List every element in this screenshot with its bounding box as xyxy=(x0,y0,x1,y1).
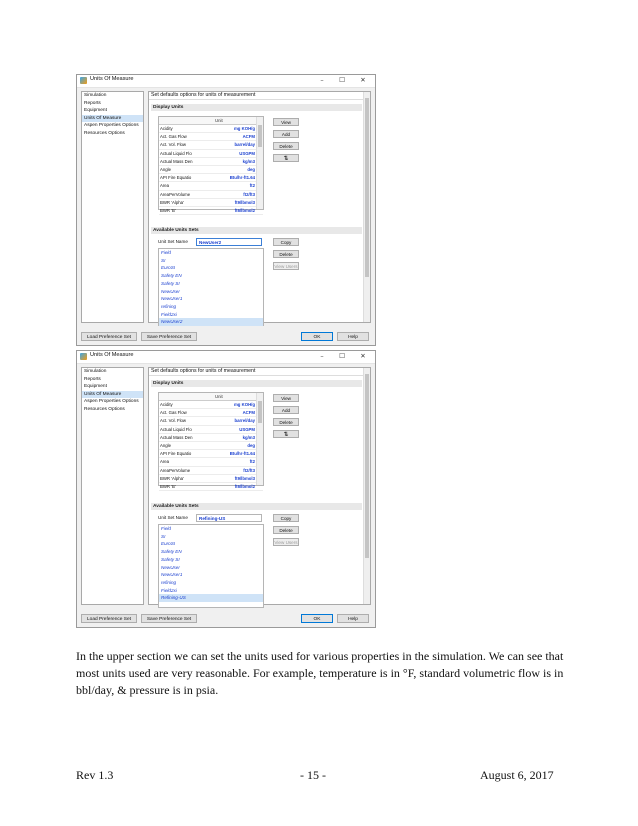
nav-item[interactable]: Units Of Measure xyxy=(82,115,143,123)
list-item[interactable]: Safety SI xyxy=(161,280,180,286)
table-scrollbar[interactable] xyxy=(256,117,263,209)
list-item[interactable]: SI xyxy=(161,257,166,263)
list-item[interactable]: Refining-US xyxy=(159,594,263,602)
nav-item[interactable]: Resources Options xyxy=(84,406,125,412)
list-item[interactable]: Safety EN xyxy=(161,549,182,555)
nav-item[interactable]: Simulation xyxy=(84,369,107,374)
unit-cell[interactable]: kg/m3 xyxy=(242,158,255,164)
table-row[interactable] xyxy=(159,467,263,475)
property-cell: Area xyxy=(160,183,170,189)
list-item[interactable]: Safety EN xyxy=(161,273,182,279)
list-item[interactable]: NewUser1 xyxy=(161,296,183,302)
property-cell: Acidity xyxy=(160,402,173,407)
unit-cell[interactable]: mg KOH/g xyxy=(233,402,255,407)
units-of-measure-dialog xyxy=(76,74,376,346)
view-unit-button[interactable]: View xyxy=(273,118,299,126)
table-row[interactable] xyxy=(159,401,263,409)
table-row[interactable] xyxy=(159,191,263,199)
save-preference-set-button[interactable]: Save Preference Set xyxy=(141,332,197,341)
unit-set-name-label: Unit Set Name xyxy=(158,239,188,244)
view-users-button[interactable]: View Users xyxy=(274,264,298,269)
table-row[interactable] xyxy=(159,141,263,149)
table-row[interactable] xyxy=(159,199,263,207)
delete-set-button[interactable]: Delete xyxy=(273,250,299,258)
panel-header: Set defaults options for units of measurement xyxy=(149,92,370,100)
table-row[interactable] xyxy=(159,458,263,466)
list-item[interactable]: EuroSI xyxy=(161,541,176,547)
panel-header: Set defaults options for units of measurement xyxy=(149,368,370,376)
unit-sets-list xyxy=(158,248,264,326)
unit-set-name-input[interactable]: Refining-US xyxy=(196,514,262,522)
property-cell: Area xyxy=(160,459,170,465)
app-icon xyxy=(80,77,87,84)
unit-column-header: Unit xyxy=(215,394,223,399)
property-cell: AreaPerVolume xyxy=(160,191,191,197)
unit-cell[interactable]: Btu/hr-ft1.64 xyxy=(229,175,255,181)
list-item[interactable]: NewUser xyxy=(161,564,180,570)
table-row[interactable] xyxy=(159,166,263,174)
delete-unit-button[interactable]: Delete xyxy=(273,142,299,150)
available-units-sets-section: Available Units Sets xyxy=(151,227,362,234)
sort-button[interactable] xyxy=(273,430,299,438)
list-item[interactable]: NewUser2 xyxy=(159,318,263,326)
list-item[interactable]: Field2xi xyxy=(161,587,177,593)
unit-cell[interactable]: ACFM xyxy=(242,134,255,140)
nav-item[interactable]: Equipment xyxy=(84,384,107,389)
property-cell: Angle xyxy=(160,442,171,448)
display-units-section: Display Units xyxy=(151,104,362,111)
list-item[interactable]: NewUser1 xyxy=(161,572,183,578)
delete-set-button[interactable]: Delete xyxy=(273,526,299,534)
display-units-table xyxy=(158,116,264,213)
nav-item[interactable]: Equipment xyxy=(84,108,107,113)
property-cell: API Fire Equatio xyxy=(160,451,192,457)
nav-item[interactable]: Aspen Properties Options xyxy=(84,123,139,128)
panel-scrollbar[interactable] xyxy=(363,92,370,322)
save-preference-set-button[interactable]: Save Preference Set xyxy=(141,614,197,623)
delete-unit-button[interactable]: Delete xyxy=(273,418,299,426)
list-item[interactable]: EuroSI xyxy=(161,265,176,271)
property-cell: Act. Vol. Flow xyxy=(160,142,187,148)
list-item[interactable]: Field xyxy=(161,250,171,255)
unit-cell[interactable]: barrel/day xyxy=(234,418,255,424)
property-cell: Actual Mass Den xyxy=(160,158,193,164)
add-unit-button[interactable]: Add xyxy=(273,130,299,138)
list-item[interactable]: Field xyxy=(161,526,171,531)
list-item[interactable]: Field2xi xyxy=(161,311,177,317)
unit-set-name-label: Unit Set Name xyxy=(158,515,188,520)
property-cell: API Fire Equatio xyxy=(160,175,192,181)
maximize-button[interactable]: ☐ xyxy=(339,76,345,84)
list-item[interactable]: Safety SI xyxy=(161,556,180,562)
table-row[interactable] xyxy=(159,409,263,417)
property-cell: Act. Gas Flow xyxy=(160,134,187,140)
table-row[interactable] xyxy=(159,417,263,425)
unit-cell[interactable]: mg KOH/g xyxy=(233,126,255,131)
add-unit-button[interactable]: Add xyxy=(273,406,299,414)
panel-scrollbar[interactable] xyxy=(363,368,370,604)
table-scrollbar[interactable] xyxy=(256,393,263,485)
table-row[interactable] xyxy=(159,483,263,491)
table-row[interactable] xyxy=(159,207,263,215)
title-bar xyxy=(77,75,375,88)
options-nav-list xyxy=(81,367,144,605)
table-row[interactable] xyxy=(159,434,263,442)
close-button[interactable]: ✕ xyxy=(360,76,366,84)
property-cell: Actual Liquid Flo xyxy=(160,426,192,432)
unit-cell[interactable]: ACFM xyxy=(242,410,255,416)
unit-cell[interactable]: ft9/lbmol3 xyxy=(234,475,255,481)
minimize-button[interactable]: – xyxy=(320,76,324,84)
nav-item[interactable]: Aspen Properties Options xyxy=(84,399,139,404)
unit-cell[interactable]: Btu/hr-ft1.64 xyxy=(229,451,255,457)
minimize-button[interactable]: – xyxy=(320,352,324,360)
table-row[interactable] xyxy=(159,426,263,434)
close-button[interactable]: ✕ xyxy=(360,352,366,360)
table-row[interactable] xyxy=(159,125,263,133)
display-units-section: Display Units xyxy=(151,380,362,387)
property-cell: BWR 'Alpha' xyxy=(160,475,184,481)
unit-cell[interactable]: kg/m3 xyxy=(242,434,255,440)
property-cell: Act. Vol. Flow xyxy=(160,418,187,424)
unit-cell[interactable]: ft6/lbmol2 xyxy=(234,483,255,489)
unit-set-name-input[interactable]: NewUser2 xyxy=(196,238,262,246)
units-panel xyxy=(148,367,371,605)
nav-item[interactable]: Reports xyxy=(84,376,101,382)
display-units-table xyxy=(158,392,264,489)
unit-cell[interactable]: USGPM xyxy=(239,426,255,432)
sort-button[interactable] xyxy=(273,154,299,162)
property-cell: BWR 'B' xyxy=(160,207,176,213)
table-row[interactable] xyxy=(159,133,263,141)
property-cell: Actual Mass Den xyxy=(160,434,193,440)
property-cell: BWR 'Alpha' xyxy=(160,199,184,205)
table-row[interactable] xyxy=(159,475,263,483)
copy-set-button[interactable]: Copy xyxy=(273,514,299,522)
list-item[interactable]: SI xyxy=(161,533,166,539)
table-row[interactable] xyxy=(159,182,263,190)
sort-arrows-icon: ⇅ xyxy=(283,155,289,162)
app-icon xyxy=(80,353,87,360)
body-paragraph: In the upper section we can set the units used for various properties in the simulation. We can see that most units used are very reasonable. For example, temperature is in °F, standard volumetric flow is in bbl/day, & pressure is in psia. xyxy=(76,649,564,697)
maximize-button[interactable]: ☐ xyxy=(339,352,345,360)
nav-item[interactable]: Resources Options xyxy=(84,130,125,136)
footer-date: August 6, 2017 xyxy=(480,768,554,782)
unit-cell[interactable]: USGPM xyxy=(239,150,255,156)
nav-item[interactable]: Reports xyxy=(84,100,101,106)
units-panel xyxy=(148,91,371,323)
unit-sets-list xyxy=(158,524,264,608)
unit-cell[interactable]: ft9/lbmol3 xyxy=(234,199,255,205)
list-item[interactable]: refining xyxy=(161,579,177,585)
footer-page-number: - 15 - xyxy=(300,768,326,782)
sort-arrows-icon: ⇅ xyxy=(283,431,289,438)
load-preference-set-button[interactable]: Load Preference Set xyxy=(81,332,137,341)
list-item[interactable]: NewUser xyxy=(161,288,180,294)
property-cell: BWR 'B' xyxy=(160,483,176,489)
help-button[interactable]: Help xyxy=(337,614,369,623)
table-row[interactable] xyxy=(159,150,263,158)
unit-cell[interactable]: ft2 xyxy=(249,459,255,465)
table-row[interactable] xyxy=(159,442,263,450)
available-units-sets-section: Available Units Sets xyxy=(151,503,362,510)
property-cell: Angle xyxy=(160,166,171,172)
property-cell: Actual Liquid Flo xyxy=(160,150,192,156)
view-users-button[interactable]: View Users xyxy=(274,540,298,545)
window-title: Units Of Measure xyxy=(90,352,134,358)
footer-revision: Rev 1.3 xyxy=(76,768,114,782)
table-row[interactable] xyxy=(159,158,263,166)
unit-cell[interactable]: ft6/lbmol2 xyxy=(234,207,255,213)
list-item[interactable]: refining xyxy=(161,303,177,309)
table-header xyxy=(159,393,263,401)
property-cell: AreaPerVolume xyxy=(160,467,191,473)
unit-cell[interactable]: ft2/ft3 xyxy=(243,467,255,473)
unit-column-header: Unit xyxy=(215,118,223,123)
unit-cell[interactable]: ft2/ft3 xyxy=(243,191,255,197)
options-nav-list xyxy=(81,91,144,323)
units-of-measure-dialog xyxy=(76,350,376,628)
help-button[interactable]: Help xyxy=(337,332,369,341)
property-cell: Act. Gas Flow xyxy=(160,410,187,416)
nav-item[interactable]: Units Of Measure xyxy=(82,391,143,399)
title-bar xyxy=(77,351,375,364)
load-preference-set-button[interactable]: Load Preference Set xyxy=(81,614,137,623)
table-header xyxy=(159,117,263,125)
table-row[interactable] xyxy=(159,174,263,182)
unit-cell[interactable]: ft2 xyxy=(249,183,255,189)
ok-button[interactable]: OK xyxy=(301,332,333,341)
view-unit-button[interactable]: View xyxy=(273,394,299,402)
property-cell: Acidity xyxy=(160,126,173,131)
copy-set-button[interactable]: Copy xyxy=(273,238,299,246)
unit-cell[interactable]: deg xyxy=(247,166,255,172)
unit-cell[interactable]: deg xyxy=(247,442,255,448)
ok-button[interactable]: OK xyxy=(301,614,333,623)
window-title: Units Of Measure xyxy=(90,76,134,82)
table-row[interactable] xyxy=(159,450,263,458)
nav-item[interactable]: Simulation xyxy=(84,93,107,98)
unit-cell[interactable]: barrel/day xyxy=(234,142,255,148)
